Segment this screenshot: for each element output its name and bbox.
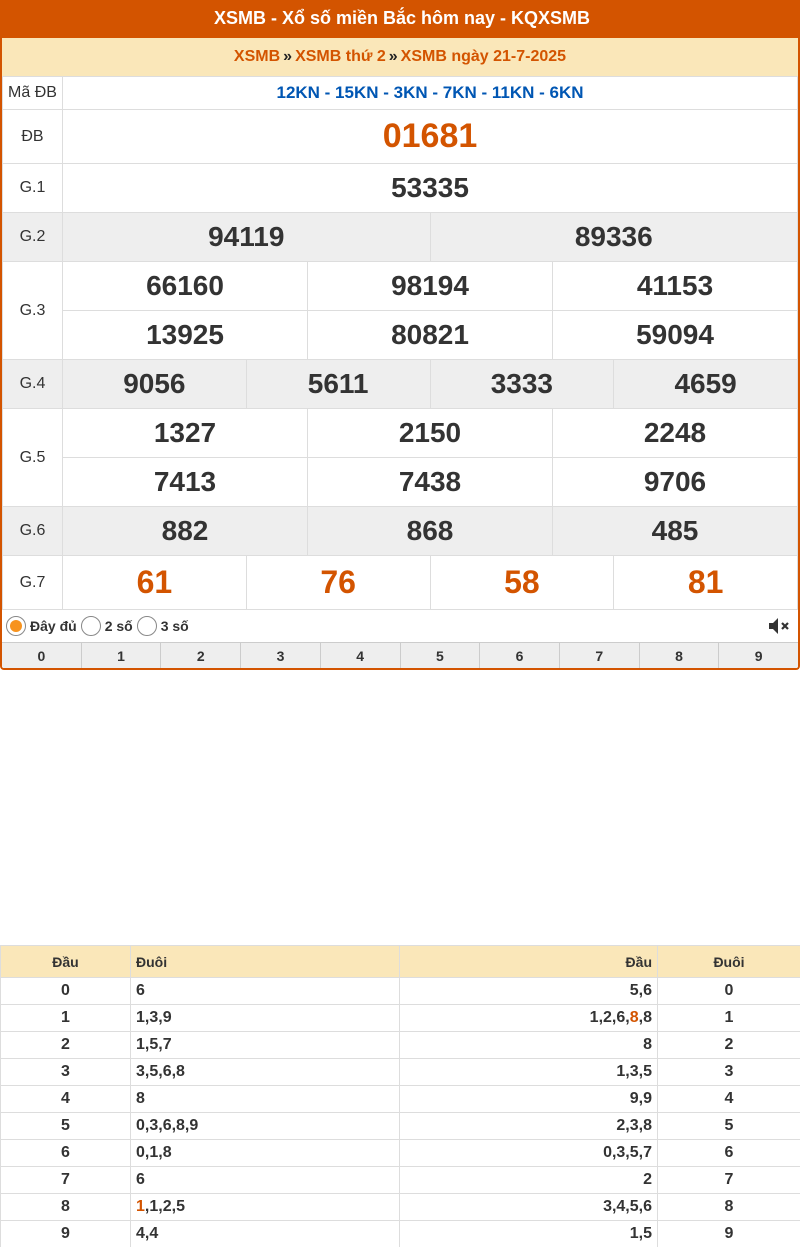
- loto-dau: 4: [1, 1086, 131, 1113]
- option-full[interactable]: [6, 616, 77, 636]
- loto-dau-reverse: 2,3,8: [400, 1113, 658, 1140]
- loto-header-dau: Đầu: [1, 946, 131, 978]
- prize-g5: 1327: [153, 417, 217, 448]
- loto-dau-reverse: 8: [400, 1032, 658, 1059]
- digit-filter-3[interactable]: 3: [241, 643, 321, 668]
- loto-dau-reverse: 9,9: [400, 1086, 658, 1113]
- prize-g2: 89336: [574, 221, 653, 252]
- prize-g3: 80821: [391, 319, 469, 350]
- option-two-digits[interactable]: [81, 616, 133, 636]
- loto-duoi: 1,3,9: [131, 1005, 400, 1032]
- loto-duoi-reverse: 3: [658, 1059, 800, 1086]
- g2-label: G.2: [3, 213, 63, 262]
- loto-dau: 5: [1, 1113, 131, 1140]
- table-row: [1, 1005, 800, 1032]
- display-options: [2, 610, 798, 642]
- prize-g1: 53335: [391, 172, 469, 203]
- table-row: [1, 1113, 800, 1140]
- digit-filter-bar: [2, 642, 798, 668]
- prize-g4: 3333: [490, 368, 554, 399]
- g3-label: G.3: [3, 262, 63, 360]
- digit-filter-2[interactable]: 2: [161, 643, 241, 668]
- loto-duoi-reverse: 8: [658, 1194, 800, 1221]
- breadcrumb-date[interactable]: XSMB ngày 21-7-2025: [400, 48, 567, 65]
- prize-g3: 98194: [391, 270, 469, 301]
- db-label: ĐB: [3, 110, 63, 164]
- loto-dau: 2: [1, 1032, 131, 1059]
- prize-g4: 4659: [674, 368, 737, 399]
- loto-header-duoi: Đuôi: [658, 946, 800, 978]
- prize-special: 01681: [382, 117, 478, 155]
- loto-duoi-reverse: 1: [658, 1005, 800, 1032]
- loto-dau: 7: [1, 1167, 131, 1194]
- ma-db-label: Mã ĐB: [3, 77, 63, 110]
- page-title: XSMB - Xổ số miền Bắc hôm nay - KQXSMB: [2, 0, 800, 38]
- loto-dau: 3: [1, 1059, 131, 1086]
- option-full-label: Đây đủ: [30, 618, 77, 634]
- prize-g3: 13925: [146, 319, 224, 350]
- radio-icon[interactable]: [81, 616, 101, 636]
- breadcrumb-weekday[interactable]: XSMB thứ 2: [295, 48, 386, 65]
- table-row: [1, 1194, 800, 1221]
- digit-filter-1[interactable]: 1: [82, 643, 162, 668]
- loto-duoi-reverse: 7: [658, 1167, 800, 1194]
- prize-g3: 59094: [636, 319, 714, 350]
- prize-g5: 9706: [643, 466, 707, 497]
- table-row: [1, 1086, 800, 1113]
- digit-filter-9[interactable]: 9: [719, 643, 798, 668]
- loto-dau-reverse: 2: [400, 1167, 658, 1194]
- prize-g6: 485: [651, 515, 699, 546]
- digit-filter-6[interactable]: 6: [480, 643, 560, 668]
- digit-filter-8[interactable]: 8: [640, 643, 720, 668]
- prize-g4: 5611: [307, 368, 369, 399]
- option-three-label: 3 số: [160, 618, 189, 634]
- loto-header-dau: Đầu: [400, 946, 658, 978]
- loto-dau: 6: [1, 1140, 131, 1167]
- table-row: [1, 1221, 800, 1247]
- prize-g7: 76: [320, 564, 356, 600]
- loto-duoi: 3,5,6,8: [131, 1059, 400, 1086]
- loto-dau: 9: [1, 1221, 131, 1247]
- volume-off-icon[interactable]: [766, 614, 790, 638]
- digit-filter-0[interactable]: 0: [2, 643, 82, 668]
- table-row: [1, 1059, 800, 1086]
- loto-duoi: 4,4: [131, 1221, 400, 1247]
- loto-dau-reverse: 1,3,5: [400, 1059, 658, 1086]
- option-two-label: 2 số: [104, 618, 133, 634]
- loto-table: [0, 945, 800, 1247]
- digit-filter-4[interactable]: 4: [321, 643, 401, 668]
- table-row: [1, 1032, 800, 1059]
- loto-duoi: 0,3,6,8,9: [131, 1113, 400, 1140]
- prize-g7: 61: [136, 564, 173, 600]
- loto-dau-reverse: 3,4,5,6: [400, 1194, 658, 1221]
- radio-icon[interactable]: [137, 616, 157, 636]
- prize-g7: 58: [504, 564, 540, 600]
- g5-label: G.5: [3, 409, 63, 507]
- loto-dau: 0: [1, 978, 131, 1005]
- prize-g3: 41153: [636, 270, 714, 301]
- radio-checked-icon[interactable]: [6, 616, 26, 636]
- prize-g4: 9056: [123, 368, 186, 399]
- digit-filter-7[interactable]: 7: [560, 643, 640, 668]
- table-row: [1, 1140, 800, 1167]
- g7-label: G.7: [3, 556, 63, 610]
- prize-g5: 7438: [398, 466, 462, 497]
- prize-g6: 868: [406, 515, 454, 546]
- loto-duoi: 6: [131, 978, 400, 1005]
- g1-label: G.1: [3, 164, 63, 213]
- loto-dau-reverse: 5,6: [400, 978, 658, 1005]
- breadcrumb-xsmb[interactable]: XSMB: [233, 48, 281, 65]
- breadcrumb-separator: »: [388, 48, 398, 65]
- prize-g7: 81: [687, 564, 724, 600]
- prize-g2: 94119: [208, 221, 285, 252]
- loto-duoi-reverse: 9: [658, 1221, 800, 1247]
- result-table: [2, 76, 798, 610]
- table-row: [1, 1167, 800, 1194]
- prize-g5: 2248: [643, 417, 707, 448]
- breadcrumb-separator: »: [283, 48, 293, 65]
- breadcrumb: [2, 38, 798, 76]
- ma-db-value: 12KN - 15KN - 3KN - 7KN - 11KN - 6KN: [63, 77, 798, 110]
- loto-header-duoi: Đuôi: [131, 946, 400, 978]
- loto-duoi-reverse: 4: [658, 1086, 800, 1113]
- g6-label: G.6: [3, 507, 63, 556]
- loto-duoi-reverse: 0: [658, 978, 800, 1005]
- loto-duoi: 1,5,7: [131, 1032, 400, 1059]
- option-three-digits[interactable]: [137, 616, 189, 636]
- loto-duoi: 0,1,8: [131, 1140, 400, 1167]
- loto-duoi: 1,1,2,5: [131, 1194, 400, 1221]
- digit-filter-5[interactable]: 5: [401, 643, 481, 668]
- loto-dau-reverse: 0,3,5,7: [400, 1140, 658, 1167]
- prize-g5: 7413: [153, 466, 217, 497]
- loto-dau-reverse: 1,5: [400, 1221, 658, 1247]
- table-row: [1, 978, 800, 1005]
- loto-duoi-reverse: 6: [658, 1140, 800, 1167]
- loto-duoi: 6: [131, 1167, 400, 1194]
- loto-dau-reverse: 1,2,6,8,8: [400, 1005, 658, 1032]
- prize-g3: 66160: [146, 270, 224, 301]
- loto-duoi-reverse: 2: [658, 1032, 800, 1059]
- loto-duoi-reverse: 5: [658, 1113, 800, 1140]
- prize-g6: 882: [161, 515, 209, 546]
- loto-dau: 8: [1, 1194, 131, 1221]
- loto-duoi: 8: [131, 1086, 400, 1113]
- prize-g5: 2150: [398, 417, 462, 448]
- g4-label: G.4: [3, 360, 63, 409]
- loto-dau: 1: [1, 1005, 131, 1032]
